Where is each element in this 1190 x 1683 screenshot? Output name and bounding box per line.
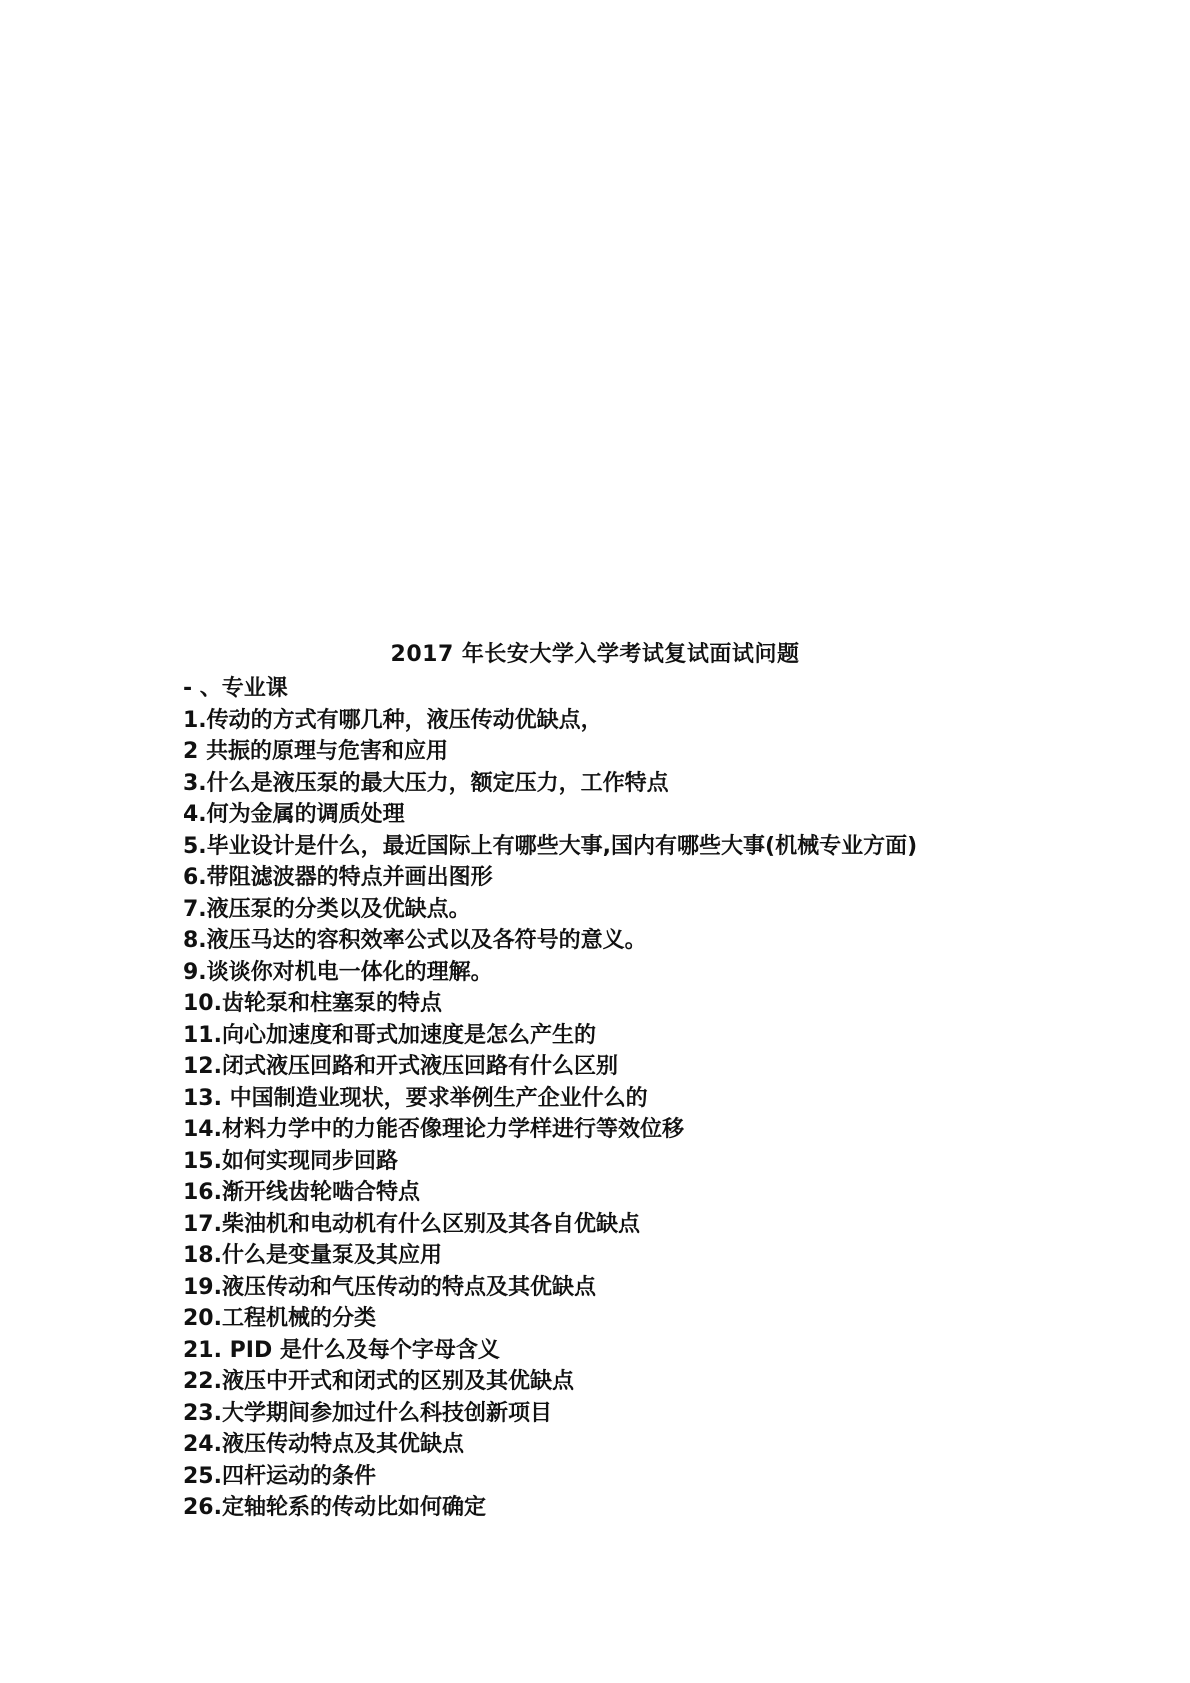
question-item: 6.带阻滤波器的特点并画出图形: [183, 865, 493, 890]
question-item: 3.什么是液压泵的最大压力，额定压力，工作特点: [183, 770, 669, 796]
question-item: 13. 中国制造业现状，要求举例生产企业什么的: [183, 1085, 648, 1111]
question-item: 15.如何实现同步回路: [183, 1148, 398, 1174]
question-item: 24.液压传动特点及其优缺点: [183, 1432, 464, 1457]
question-item: 22.液压中开式和闭式的区别及其优缺点: [183, 1369, 574, 1394]
document-title: 2017 年长安大学入学考试复试面试问题: [390, 642, 800, 667]
question-item: 14.材料力学中的力能否像理论力学样进行等效位移: [183, 1117, 684, 1142]
question-item: 7.液压泵的分类以及优缺点。: [183, 896, 471, 922]
question-item: 20.工程机械的分类: [183, 1306, 376, 1331]
question-item: 25.四杆运动的条件: [183, 1463, 376, 1489]
question-item: 1.传动的方式有哪几种，液压传动优缺点，: [183, 707, 603, 733]
question-item: 26.定轴轮系的传动比如何确定: [183, 1495, 486, 1520]
question-item: 11.向心加速度和哥式加速度是怎么产生的: [183, 1022, 596, 1048]
question-item: 12.闭式液压回路和开式液压回路有什么区别: [183, 1054, 618, 1079]
question-item: 19.液压传动和气压传动的特点及其优缺点: [183, 1274, 596, 1300]
question-item: 21. PID 是什么及每个字母含义: [183, 1337, 500, 1363]
question-item: 18.什么是变量泵及其应用: [183, 1243, 442, 1268]
question-item: 17.柴油机和电动机有什么区别及其各自优缺点: [183, 1211, 640, 1237]
question-item: 5.毕业设计是什么，最近国际上有哪些大事,国内有哪些大事(机械专业方面): [183, 833, 918, 859]
question-item: 23.大学期间参加过什么科技创新项目: [183, 1400, 552, 1426]
question-item: 10.齿轮泵和柱塞泵的特点: [183, 991, 442, 1016]
question-item: 8.液压马达的容积效率公式以及各符号的意义。: [183, 928, 647, 953]
question-item: 4.何为金属的调质处理: [183, 802, 405, 827]
section-heading: - 、专业课: [183, 676, 288, 701]
question-item: 9.谈谈你对机电一体化的理解。: [183, 959, 493, 985]
document-body: [183, 673, 1083, 1524]
question-item: 2 共振的原理与危害和应用: [183, 739, 448, 764]
question-list: [183, 705, 1083, 1524]
question-item: 16.渐开线齿轮啮合特点: [183, 1180, 420, 1205]
